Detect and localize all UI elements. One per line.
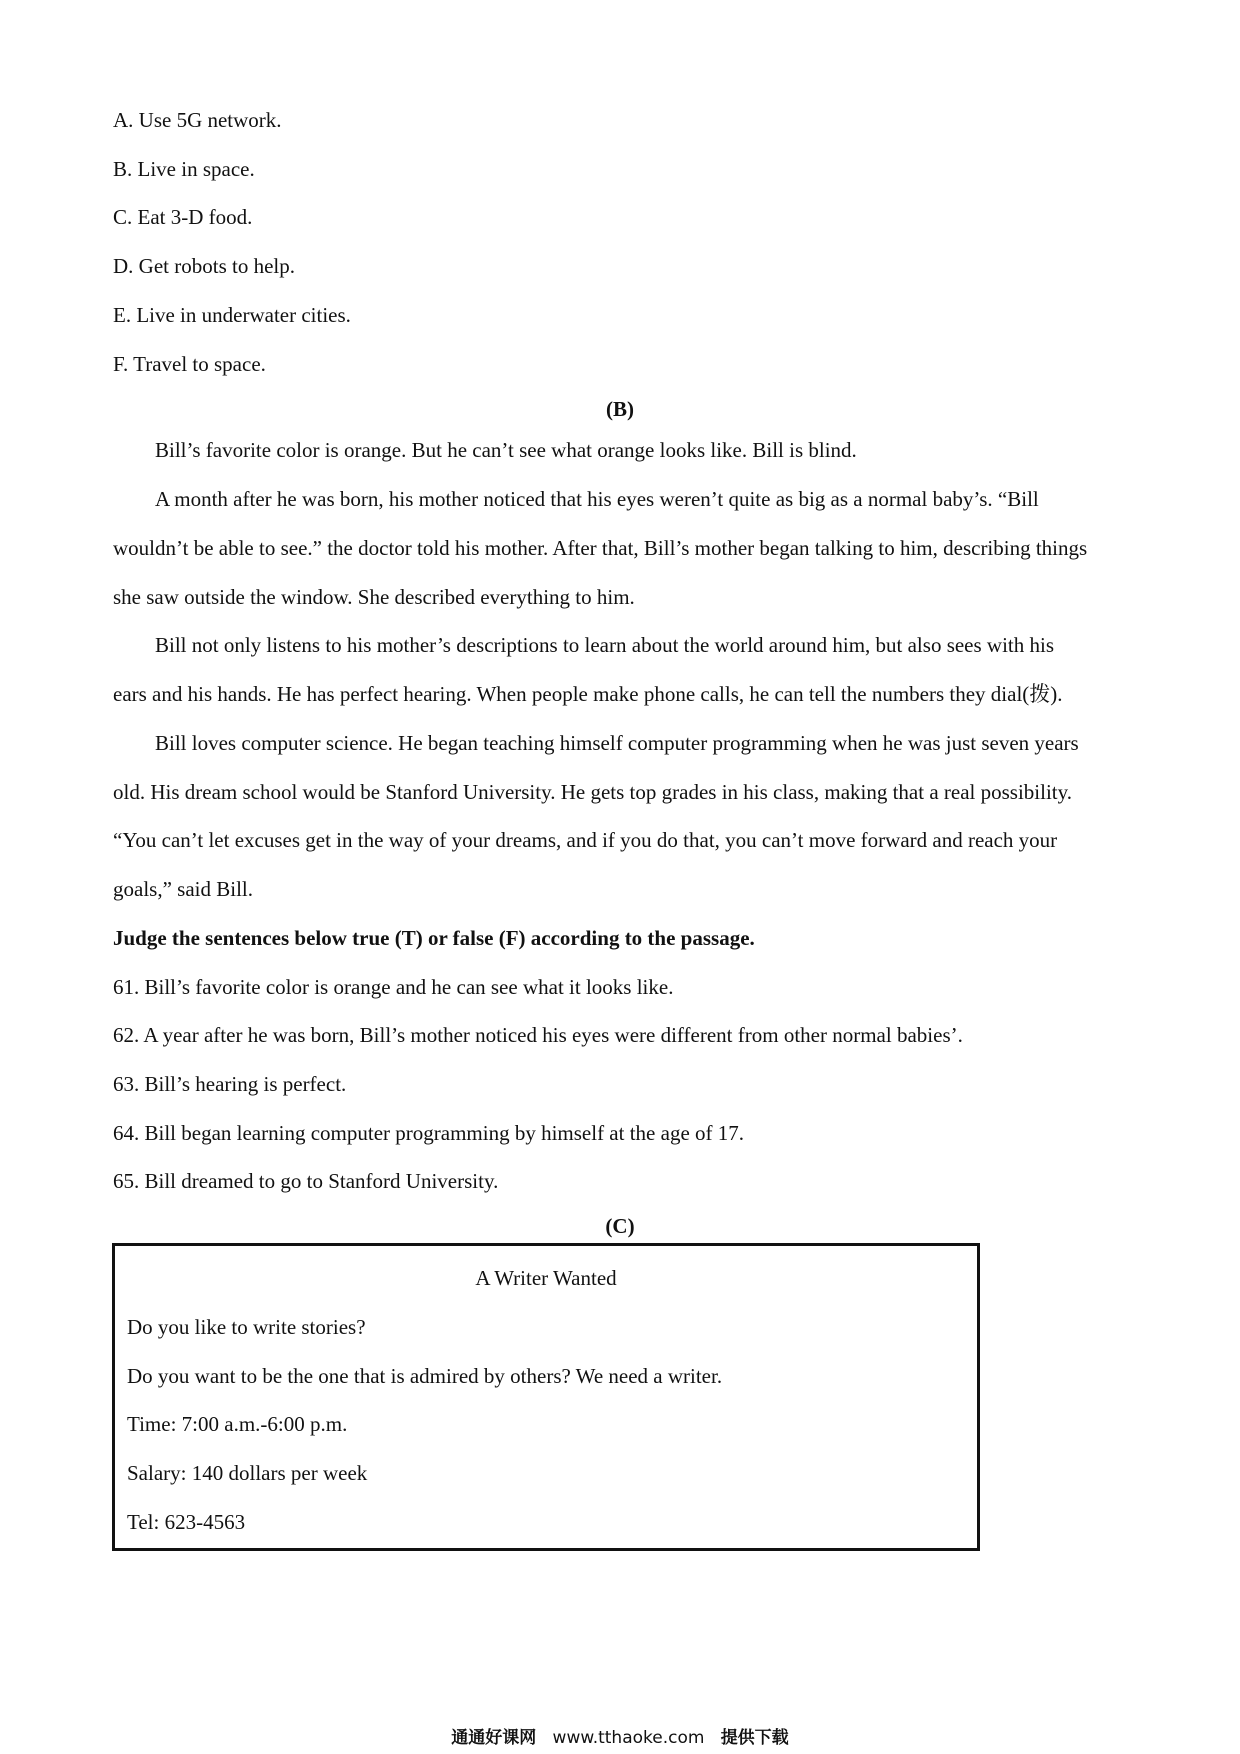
question-62: 62. A year after he was born, Bill’s mother noticed his eyes were different from other normal babies’.: [113, 1023, 963, 1047]
passage-line: A month after he was born, his mother noticed that his eyes weren’t quite as big as a normal baby’s. “Bill: [155, 487, 1039, 511]
option-f: F. Travel to space.: [113, 352, 266, 376]
question-64: 64. Bill began learning computer programming by himself at the age of 17.: [113, 1121, 745, 1145]
passage-line: “You can’t let excuses get in the way of your dreams, and if you do that, you can’t move forward and reach your: [113, 828, 1058, 852]
section-c-heading: (C): [605, 1214, 635, 1238]
ad-line: Do you want to be the one that is admired by others? We need a writer.: [127, 1364, 723, 1388]
question-65: 65. Bill dreamed to go to Stanford University.: [113, 1169, 499, 1193]
passage-line: she saw outside the window. She described everything to him.: [113, 585, 635, 609]
passage-line: goals,” said Bill.: [113, 877, 253, 901]
option-e: E. Live in underwater cities.: [113, 303, 351, 327]
ad-title: A Writer Wanted: [475, 1266, 617, 1290]
footer-site-name: 通通好课网: [451, 1728, 537, 1747]
question-63: 63. Bill’s hearing is perfect.: [113, 1072, 347, 1096]
option-b: B. Live in space.: [113, 157, 255, 181]
ad-time: Time: 7:00 a.m.-6:00 p.m.: [127, 1412, 348, 1436]
passage-line: Bill’s favorite color is orange. But he can’t see what orange looks like. Bill is blind.: [155, 438, 857, 462]
passage-line: wouldn’t be able to see.” the doctor told his mother. After that, Bill’s mother began talking to him, describing things: [113, 536, 1088, 560]
instruction: Judge the sentences below true (T) or false (F) according to the passage.: [113, 926, 755, 950]
option-c: C. Eat 3-D food.: [113, 205, 253, 229]
ad-salary: Salary: 140 dollars per week: [127, 1461, 368, 1485]
footer-note: 提供下载: [720, 1728, 789, 1747]
passage-line: ears and his hands. He has perfect hearing. When people make phone calls, he can tell the numbers they dial(拨).: [113, 682, 1063, 706]
question-61: 61. Bill’s favorite color is orange and he can see what it looks like.: [113, 975, 674, 999]
option-a: A. Use 5G network.: [113, 108, 282, 132]
job-ad-box: [112, 1243, 980, 1551]
ad-tel: Tel: 623-4563: [127, 1510, 246, 1534]
footer-url[interactable]: www.tthaoke.com: [552, 1728, 705, 1748]
option-d: D. Get robots to help.: [113, 254, 295, 278]
passage-line: Bill not only listens to his mother’s descriptions to learn about the world around him, but also sees with his: [155, 633, 1055, 657]
section-b-heading: (B): [606, 397, 634, 421]
passage-line: Bill loves computer science. He began teaching himself computer programming when he was just seven years: [155, 731, 1079, 755]
ad-line: Do you like to write stories?: [127, 1315, 366, 1339]
passage-line: old. His dream school would be Stanford University. He gets top grades in his class, making that a real possibility.: [113, 780, 1073, 804]
page-footer: [0, 1727, 1240, 1749]
